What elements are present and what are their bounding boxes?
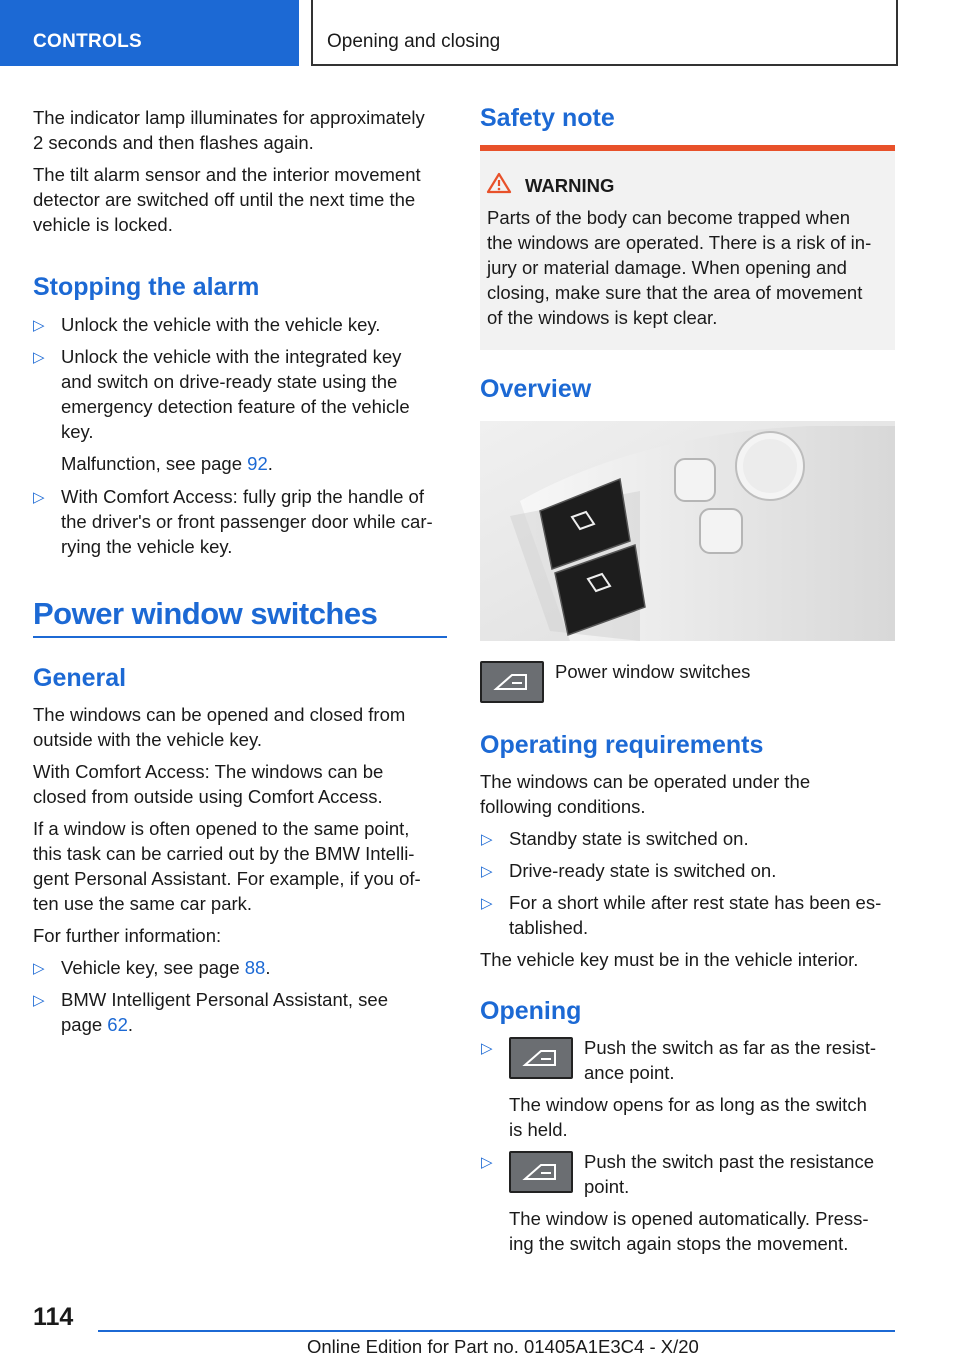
paragraph: is held. [509,1119,568,1140]
warning-text: closing, make sure that the area of movement [487,282,863,303]
list-item: With Comfort Access: fully grip the handle of [61,486,424,507]
page-number: 114 [33,1303,74,1331]
warning-title: WARNING [525,175,615,196]
list-item: page 62. [61,1014,134,1035]
heading-stopping-alarm: Stopping the alarm [33,273,260,301]
paragraph: outside with the vehicle key. [33,729,262,750]
paragraph: The tilt alarm sensor and the interior movement [33,164,421,185]
paragraph: following conditions. [480,796,646,817]
warning-icon [486,172,512,194]
section-tab [0,0,299,66]
paragraph: The window opens for as long as the switch [509,1094,867,1115]
list-item: and switch on drive-ready state using the [61,371,398,392]
paragraph: 2 seconds and then flashes again. [33,132,314,153]
heading-power-window-switches: Power window switches [33,596,378,631]
list-item: Push the switch past the resistance [584,1151,874,1172]
paragraph: If a window is often opened to the same point, [33,818,410,839]
heading-general: General [33,664,127,692]
window-switch-icon [480,661,544,703]
warning-text: of the windows is kept clear. [487,307,718,328]
paragraph: The vehicle key must be in the vehicle interior. [480,949,859,970]
heading-safety-note: Safety note [480,104,615,132]
edition-text: Online Edition for Part no. 01405A1E3C4 - X/20 [307,1336,699,1357]
warning-text: Parts of the body can become trapped when [487,207,851,228]
window-switch-icon [509,1151,573,1193]
window-switch-icon [509,1037,573,1079]
list-item: Push the switch as far as the resist- [584,1037,877,1058]
bullet-icon: ▷ [33,489,45,506]
paragraph: this task can be carried out by the BMW Intelli- [33,843,415,864]
list-item: tablished. [509,917,589,938]
list-item: BMW Intelligent Personal Assistant, see [61,989,388,1010]
paragraph: The windows can be operated under the [480,771,811,792]
list-item: Drive-ready state is switched on. [509,860,777,881]
warning-text: the windows are operated. There is a risk of in- [487,232,872,253]
bullet-icon: ▷ [33,349,45,366]
chapter-title: Opening and closing [327,31,501,52]
cross-reference: Malfunction, see page 92. [61,453,273,474]
list-item: ance point. [584,1062,675,1083]
list-item: Unlock the vehicle with the integrated key [61,346,402,367]
page-link[interactable]: 92 [247,453,268,474]
list-item: emergency detection feature of the vehicle [61,396,410,417]
chapter-tab [311,0,898,66]
section-title: CONTROLS [33,31,143,52]
bullet-icon: ▷ [481,1040,493,1057]
heading-overview: Overview [480,375,592,403]
list-item: key. [61,421,94,442]
list-item: For a short while after rest state has been es- [509,892,882,913]
paragraph: detector are switched off until the next time the [33,189,416,210]
bullet-icon: ▷ [481,831,493,848]
page-link[interactable]: 62 [107,1014,128,1035]
list-item: Vehicle key, see page 88. [61,957,271,978]
bullet-icon: ▷ [33,992,45,1009]
list-item: Unlock the vehicle with the vehicle key. [61,314,381,335]
page-link[interactable]: 88 [244,957,266,978]
paragraph: closed from outside using Comfort Access. [33,786,383,807]
paragraph: ten use the same car park. [33,893,253,914]
paragraph: The window is opened automatically. Press- [509,1208,869,1229]
warning-text: jury or material damage. When opening and [487,257,847,278]
list-item: point. [584,1176,630,1197]
paragraph: vehicle is locked. [33,214,173,235]
list-item: the driver's or front passenger door while car- [61,511,433,532]
bullet-icon: ▷ [481,1154,493,1171]
paragraph: With Comfort Access: The windows can be [33,761,384,782]
paragraph: ing the switch again stops the movement. [509,1233,849,1254]
heading-opening: Opening [480,997,582,1025]
paragraph: gent Personal Assistant. For example, if you of- [33,868,421,889]
paragraph: The indicator lamp illuminates for approximately [33,107,425,128]
bullet-icon: ▷ [33,960,45,977]
paragraph: For further information: [33,925,222,946]
paragraph: The windows can be opened and closed from [33,704,406,725]
figure-caption: Power window switches [555,661,751,682]
list-item: rying the vehicle key. [61,536,233,557]
switch-photo [480,421,895,641]
power-window-switch-illustration [480,421,895,641]
footer-rule [98,1330,895,1332]
heading-rule [33,636,447,638]
bullet-icon: ▷ [33,317,45,334]
list-item: Standby state is switched on. [509,828,749,849]
heading-operating-requirements: Operating requirements [480,731,764,759]
bullet-icon: ▷ [481,863,493,880]
bullet-icon: ▷ [481,895,493,912]
